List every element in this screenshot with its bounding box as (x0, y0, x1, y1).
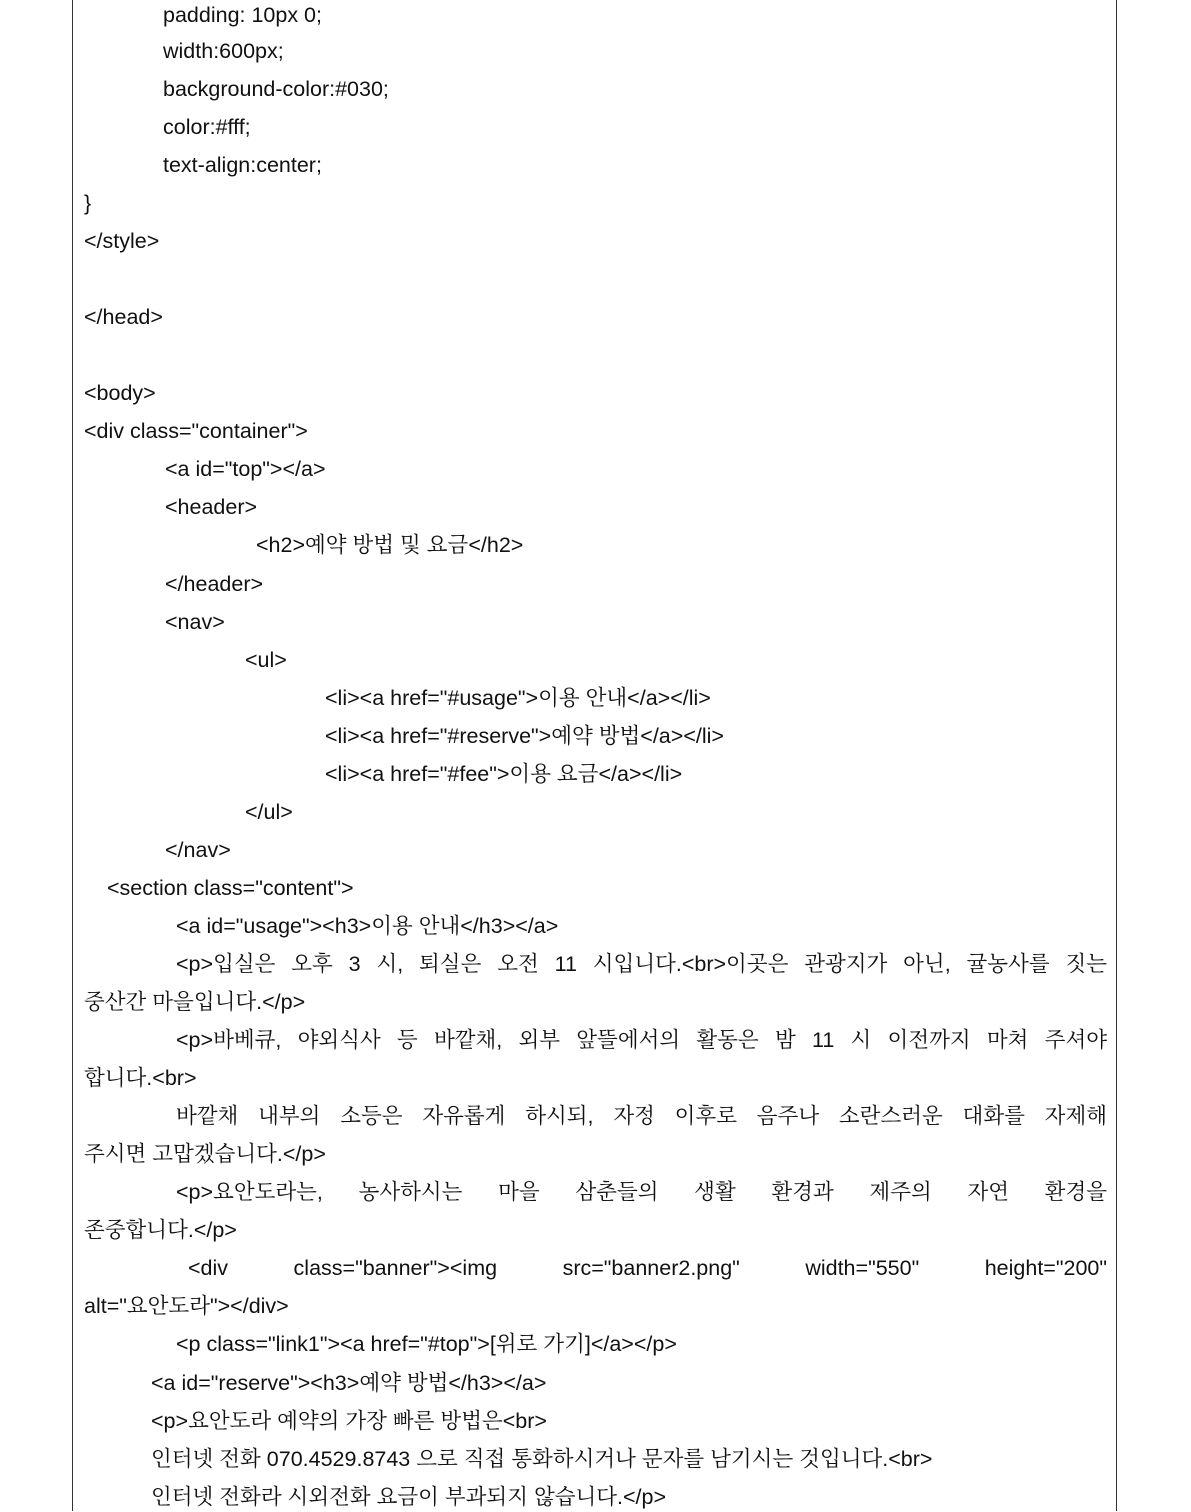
code-line: 바깥채 내부의 소등은 자유롭게 하시되, 자정 이후로 음주나 소란스러운 대화를 자제해 (176, 1104, 1107, 1128)
code-line: 합니다.<br> (84, 1066, 197, 1090)
code-line: <p>요안도라 예약의 가장 빠른 방법은<br> (151, 1409, 547, 1433)
code-line: <a id="usage"><h3>이용 안내</h3></a> (176, 914, 559, 938)
code-line: <ul> (245, 648, 287, 672)
code-line: background-color:#030; (163, 77, 389, 101)
code-line: <h2>예약 방법 및 요금</h2> (256, 533, 524, 557)
code-line: <p>바베큐, 야외식사 등 바깥채, 외부 앞뜰에서의 활동은 밤 11 시 이전까지 마쳐 주셔야 (176, 1028, 1107, 1052)
code-line: <p>입실은 오후 3 시, 퇴실은 오전 11 시입니다.<br>이곳은 관광지가 아닌, 귤농사를 짓는 (176, 952, 1107, 976)
code-line: </header> (165, 572, 264, 596)
code-line: <p>요안도라는, 농사하시는 마을 삼춘들의 생활 환경과 제주의 자연 환경을 (176, 1180, 1107, 1204)
code-line: text-align:center; (163, 153, 322, 177)
code-line: 중산간 마을입니다.</p> (84, 990, 306, 1014)
code-line: <section class="content"> (107, 876, 354, 900)
code-line: <header> (165, 495, 258, 519)
code-line: </nav> (165, 838, 231, 862)
code-line: <li><a href="#reserve">예약 방법</a></li> (325, 724, 724, 748)
code-line: <div class="banner"><img src="banner2.png" width="550" height="200" (188, 1256, 1107, 1280)
code-line: <p class="link1"><a href="#top">[위로 가기]</a></p> (176, 1332, 677, 1356)
code-line: </style> (84, 229, 160, 253)
code-line: 존중합니다.</p> (84, 1218, 237, 1242)
code-line: <a id="top"></a> (165, 457, 326, 481)
code-line: } (84, 191, 92, 215)
code-line: 인터넷 전화 070.4529.8743 으로 직접 통화하시거나 문자를 남기시는 것입니다.<br> (151, 1447, 933, 1471)
code-line: <div class="container"> (84, 419, 308, 443)
code-line: 주시면 고맙겠습니다.</p> (84, 1142, 326, 1166)
code-line: </head> (84, 305, 163, 329)
code-line: </ul> (245, 800, 293, 824)
document-page (72, 0, 1117, 1511)
code-line: <li><a href="#fee">이용 요금</a></li> (325, 762, 683, 786)
code-line: width:600px; (163, 39, 284, 63)
code-line: <body> (84, 381, 156, 405)
code-line: alt="요안도라"></div> (84, 1294, 289, 1318)
code-line: color:#fff; (163, 115, 251, 139)
code-line: 인터넷 전화라 시외전화 요금이 부과되지 않습니다.</p> (151, 1485, 667, 1509)
code-line: <li><a href="#usage">이용 안내</a></li> (325, 686, 711, 710)
code-line: <nav> (165, 610, 225, 634)
code-line: <a id="reserve"><h3>예약 방법</h3></a> (151, 1371, 547, 1395)
code-line: padding: 10px 0; (163, 3, 322, 27)
